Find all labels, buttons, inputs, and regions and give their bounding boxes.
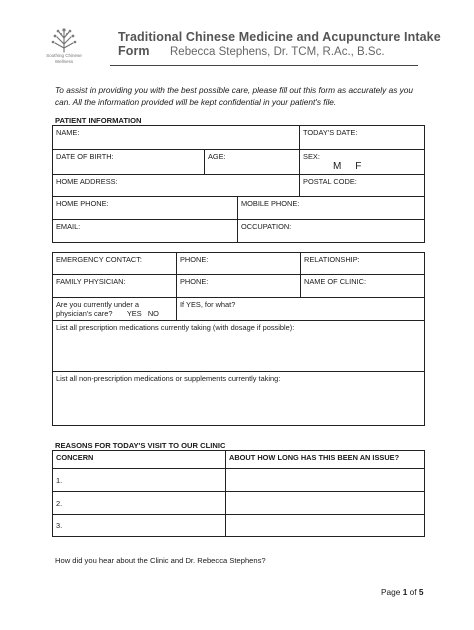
todays-date-label: TODAY'S DATE: — [303, 128, 358, 137]
patient-info-title: PATIENT INFORMATION — [55, 116, 142, 125]
page-prefix: Page — [381, 587, 401, 597]
email-label: EMAIL: — [56, 222, 81, 231]
relationship-field[interactable] — [301, 253, 425, 275]
home-address-label: HOME ADDRESS: — [56, 177, 118, 186]
page-of: of — [409, 587, 417, 597]
visit-reasons-title: REASONS FOR TODAY'S VISIT TO OUR CLINIC — [55, 441, 226, 450]
emergency-contact-label: EMERGENCY CONTACT: — [56, 255, 142, 264]
name-label: NAME: — [56, 128, 80, 137]
logo-line-1: Soothing Chinese — [46, 53, 82, 58]
row-number-1: 1. — [56, 475, 63, 485]
sex-option-m[interactable]: M — [333, 161, 342, 172]
age-field[interactable] — [205, 150, 300, 175]
sex-option-f[interactable]: F — [355, 161, 362, 172]
non-prescription-field[interactable] — [53, 372, 425, 426]
home-phone-field[interactable] — [53, 197, 238, 220]
header-divider — [110, 65, 418, 66]
tree-logo-icon — [44, 22, 84, 72]
if-yes-field[interactable] — [177, 298, 425, 321]
emergency-contact-field[interactable] — [53, 253, 177, 275]
logo-line-2: Wellness — [54, 58, 74, 64]
row-number-3: 3. — [56, 521, 63, 530]
intro-text: To assist in providing you with the best possible care, please fill out this form as accurately as you can. All the information provided will be kept confidential in your patient's file. — [55, 85, 414, 107]
under-care-line-1: Are you currently under a — [56, 300, 139, 309]
relationship-label: RELATIONSHIP: — [304, 255, 360, 264]
if-yes-label: If YES, for what? — [180, 300, 236, 309]
prescription-field[interactable] — [53, 321, 425, 372]
concern-row-2[interactable] — [53, 492, 226, 515]
under-care-yes-option[interactable]: YES — [126, 309, 142, 318]
patient-info-table — [52, 125, 425, 243]
family-physician-label: FAMILY PHYSICIAN: — [56, 277, 126, 286]
concern-row-1[interactable] — [53, 469, 226, 492]
physician-phone-field[interactable] — [177, 275, 301, 298]
dob-label: DATE OF BIRTH: — [56, 152, 114, 161]
concern-row-3[interactable] — [53, 515, 226, 537]
under-care-no-option[interactable]: NO — [147, 309, 159, 318]
family-physician-field[interactable] — [53, 275, 177, 298]
home-address-field[interactable] — [53, 175, 300, 197]
email-field[interactable] — [53, 220, 238, 243]
clinic-name-label: NAME OF CLINIC: — [304, 277, 367, 286]
duration-row-3[interactable] — [226, 515, 425, 537]
duration-row-1[interactable] — [226, 469, 425, 492]
dob-field[interactable] — [53, 150, 205, 175]
age-label: AGE: — [208, 152, 226, 161]
mobile-phone-label: MOBILE PHONE: — [241, 199, 300, 208]
concern-header: CONCERN — [53, 451, 226, 469]
mobile-phone-field[interactable] — [238, 197, 425, 220]
non-prescription-label: List all non-prescription medications or supplements currently taking: — [56, 374, 281, 383]
todays-date-field[interactable] — [300, 126, 425, 150]
under-care-line-2: physician's care? — [56, 309, 113, 318]
practitioner-name: Rebecca Stephens, Dr. TCM, R.Ac., B.Sc. — [170, 46, 385, 58]
physician-phone-label: PHONE: — [180, 277, 209, 286]
under-care-field — [53, 298, 177, 321]
visit-reasons-table — [52, 450, 425, 537]
name-field[interactable] — [53, 126, 300, 150]
clinic-name-field[interactable] — [301, 275, 425, 298]
contacts-table — [52, 252, 425, 426]
emergency-phone-field[interactable] — [177, 253, 301, 275]
sex-label: SEX: — [303, 152, 320, 161]
page-number — [381, 587, 424, 597]
emergency-phone-label: PHONE: — [180, 255, 209, 264]
postal-code-label: POSTAL CODE: — [303, 177, 357, 186]
duration-row-2[interactable] — [226, 492, 425, 515]
occupation-label: OCCUPATION: — [241, 222, 292, 231]
referral-question: How did you hear about the Clinic and Dr. Rebecca Stephens? — [55, 556, 266, 565]
form-title: Traditional Chinese Medicine and Acupuncture Intake Form — [118, 30, 441, 58]
prescription-label: List all prescription medications currently taking (with dosage if possible): — [56, 323, 295, 332]
occupation-field[interactable] — [238, 220, 425, 243]
duration-header: ABOUT HOW LONG HAS THIS BEEN AN ISSUE? — [226, 451, 425, 469]
home-phone-label: HOME PHONE: — [56, 199, 109, 208]
postal-code-field[interactable] — [300, 175, 425, 197]
sex-field[interactable] — [300, 150, 425, 175]
logo-text — [36, 53, 92, 64]
page-total: 5 — [418, 587, 424, 597]
row-number-2: 2. — [56, 498, 63, 508]
page-current: 1 — [402, 587, 408, 597]
